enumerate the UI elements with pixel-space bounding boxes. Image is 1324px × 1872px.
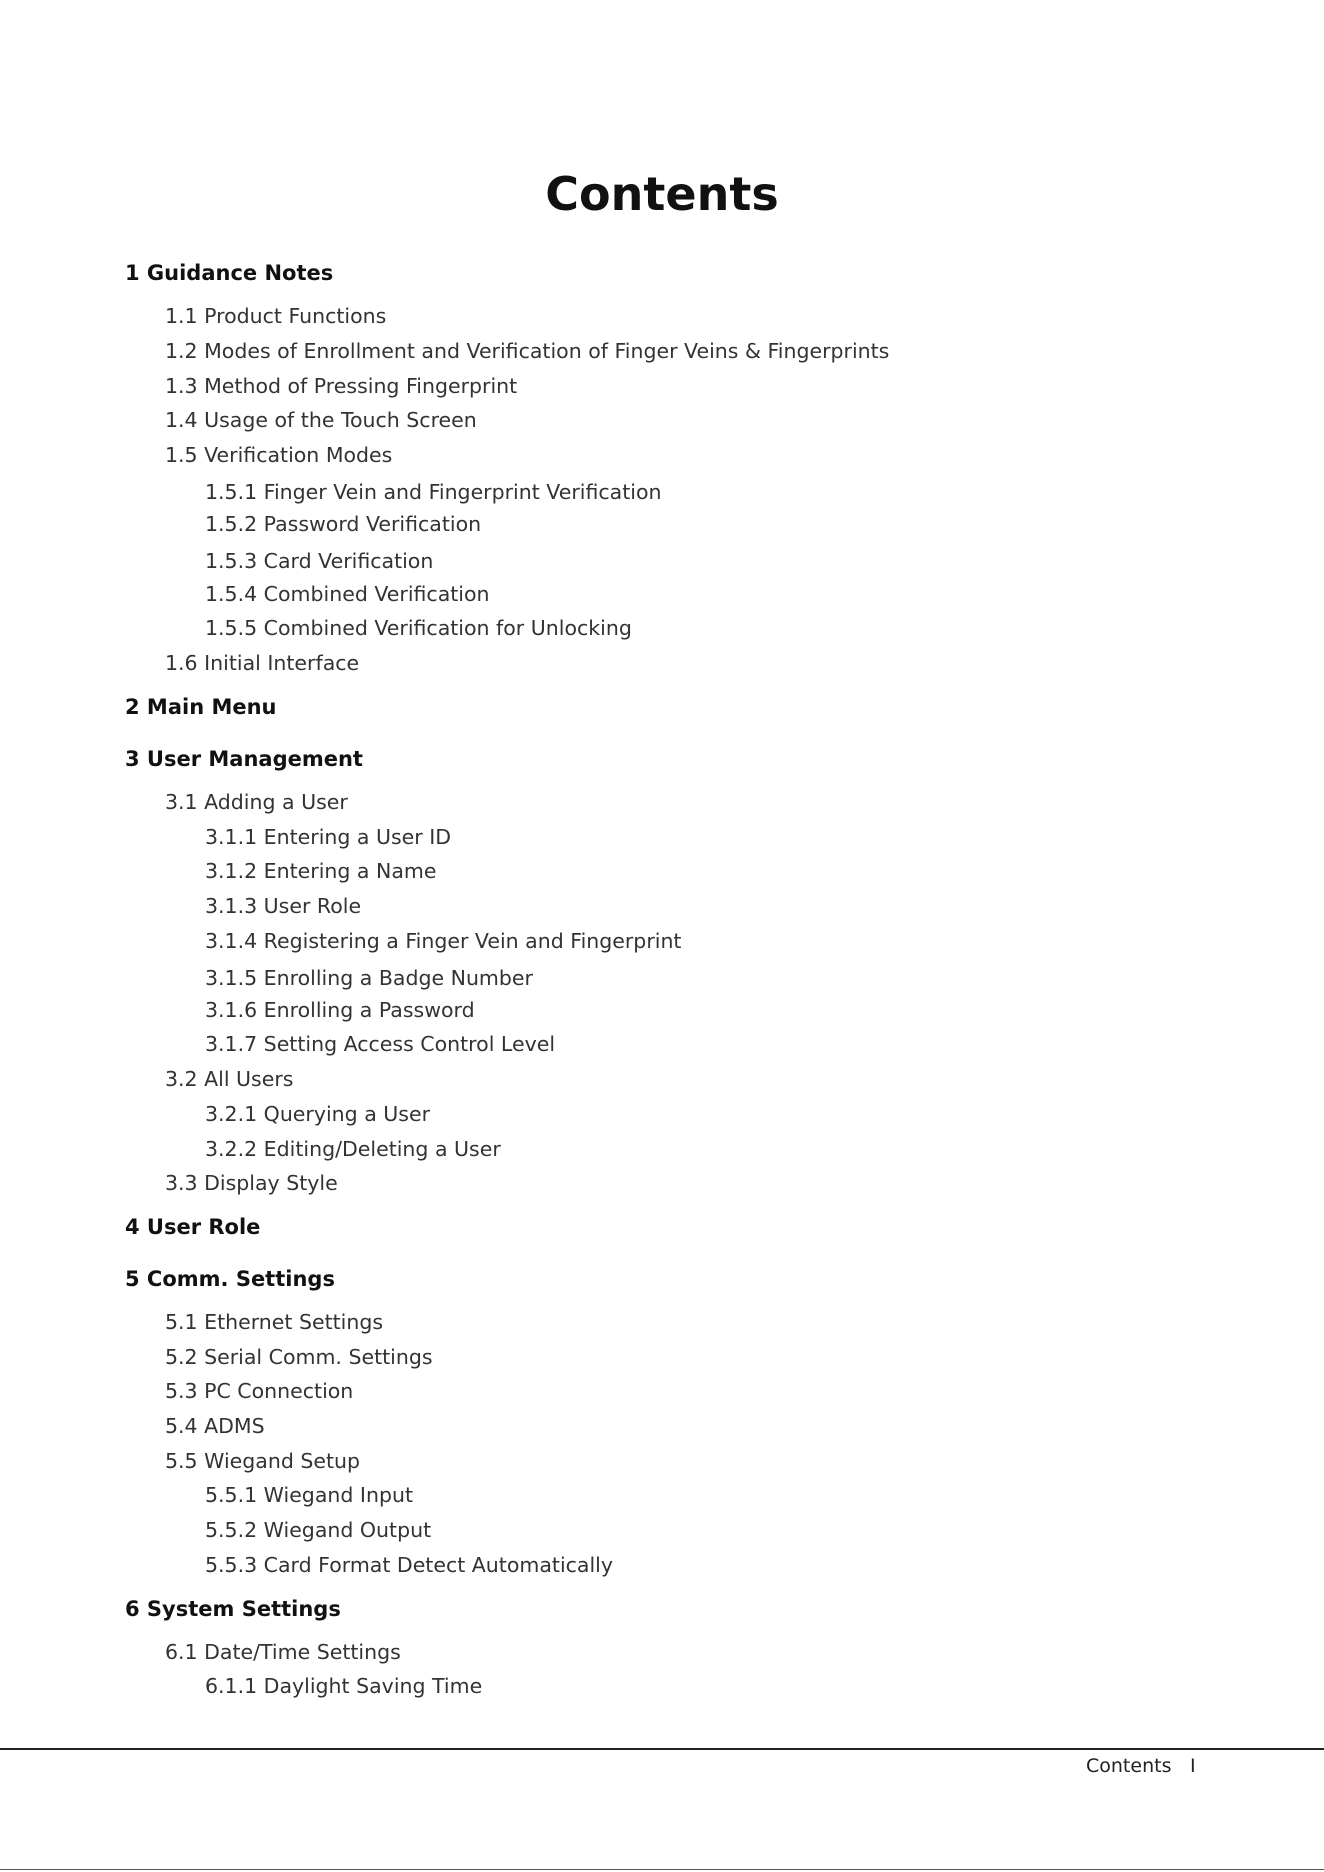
- toc-entry-3-2-1[interactable]: 3.2.1 Querying a User: [205, 1102, 430, 1126]
- toc-entry-1-4[interactable]: 1.4 Usage of the Touch Screen: [165, 408, 477, 432]
- toc-entry-1-5-5[interactable]: 1.5.5 Combined Verification for Unlocking: [205, 616, 632, 640]
- footer-divider: [0, 1748, 1324, 1750]
- toc-entry-6-1-1[interactable]: 6.1.1 Daylight Saving Time: [205, 1674, 483, 1698]
- toc-entry-5-5-1[interactable]: 5.5.1 Wiegand Input: [205, 1483, 413, 1507]
- toc-entry-3-1[interactable]: 3.1 Adding a User: [165, 790, 348, 814]
- toc-entry-5-4[interactable]: 5.4 ADMS: [165, 1414, 265, 1438]
- toc-section-5[interactable]: 5 Comm. Settings: [125, 1267, 335, 1291]
- page-title: Contents: [545, 167, 779, 221]
- toc-section-1[interactable]: 1 Guidance Notes: [125, 261, 334, 285]
- toc-entry-3-1-6[interactable]: 3.1.6 Enrolling a Password: [205, 998, 475, 1022]
- toc-entry-5-1[interactable]: 5.1 Ethernet Settings: [165, 1310, 384, 1334]
- toc-entry-1-1[interactable]: 1.1 Product Functions: [165, 304, 387, 328]
- toc-section-2[interactable]: 2 Main Menu: [125, 695, 277, 719]
- toc-entry-3-1-1[interactable]: 3.1.1 Entering a User ID: [205, 825, 452, 849]
- toc-entry-5-2[interactable]: 5.2 Serial Comm. Settings: [165, 1345, 433, 1369]
- toc-entry-3-1-4[interactable]: 3.1.4 Registering a Finger Vein and Fingerprint: [205, 929, 682, 953]
- toc-entry-3-2-2[interactable]: 3.2.2 Editing/Deleting a User: [205, 1137, 501, 1161]
- toc-section-4[interactable]: 4 User Role: [125, 1215, 261, 1239]
- toc-entry-1-5-3[interactable]: 1.5.3 Card Verification: [205, 549, 434, 573]
- footer-section-label: Contents: [1086, 1755, 1172, 1777]
- toc-entry-3-3[interactable]: 3.3 Display Style: [165, 1171, 338, 1195]
- toc-entry-3-2[interactable]: 3.2 All Users: [165, 1067, 294, 1091]
- toc-entry-1-3[interactable]: 1.3 Method of Pressing Fingerprint: [165, 374, 518, 398]
- footer-page-number: I: [1190, 1755, 1196, 1777]
- toc-section-6[interactable]: 6 System Settings: [125, 1597, 341, 1621]
- toc-section-3[interactable]: 3 User Management: [125, 747, 363, 771]
- toc-entry-3-1-2[interactable]: 3.1.2 Entering a Name: [205, 859, 437, 883]
- toc-entry-3-1-7[interactable]: 3.1.7 Setting Access Control Level: [205, 1032, 556, 1056]
- toc-entry-3-1-5[interactable]: 3.1.5 Enrolling a Badge Number: [205, 966, 533, 990]
- toc-entry-1-6[interactable]: 1.6 Initial Interface: [165, 651, 360, 675]
- page-bottom-edge: [0, 1869, 1324, 1870]
- toc-entry-5-3[interactable]: 5.3 PC Connection: [165, 1379, 354, 1403]
- toc-entry-1-5-4[interactable]: 1.5.4 Combined Verification: [205, 582, 490, 606]
- toc-entry-5-5[interactable]: 5.5 Wiegand Setup: [165, 1449, 361, 1473]
- toc-entry-3-1-3[interactable]: 3.1.3 User Role: [205, 894, 362, 918]
- toc-entry-1-5-1[interactable]: 1.5.1 Finger Vein and Fingerprint Verification: [205, 480, 662, 504]
- toc-entry-6-1[interactable]: 6.1 Date/Time Settings: [165, 1640, 401, 1664]
- toc-entry-1-5[interactable]: 1.5 Verification Modes: [165, 443, 393, 467]
- toc-entry-1-2[interactable]: 1.2 Modes of Enrollment and Verification of Finger Veins & Fingerprints: [165, 339, 890, 363]
- toc-entry-5-5-3[interactable]: 5.5.3 Card Format Detect Automatically: [205, 1553, 613, 1577]
- toc-entry-1-5-2[interactable]: 1.5.2 Password Verification: [205, 512, 482, 536]
- toc-entry-5-5-2[interactable]: 5.5.2 Wiegand Output: [205, 1518, 432, 1542]
